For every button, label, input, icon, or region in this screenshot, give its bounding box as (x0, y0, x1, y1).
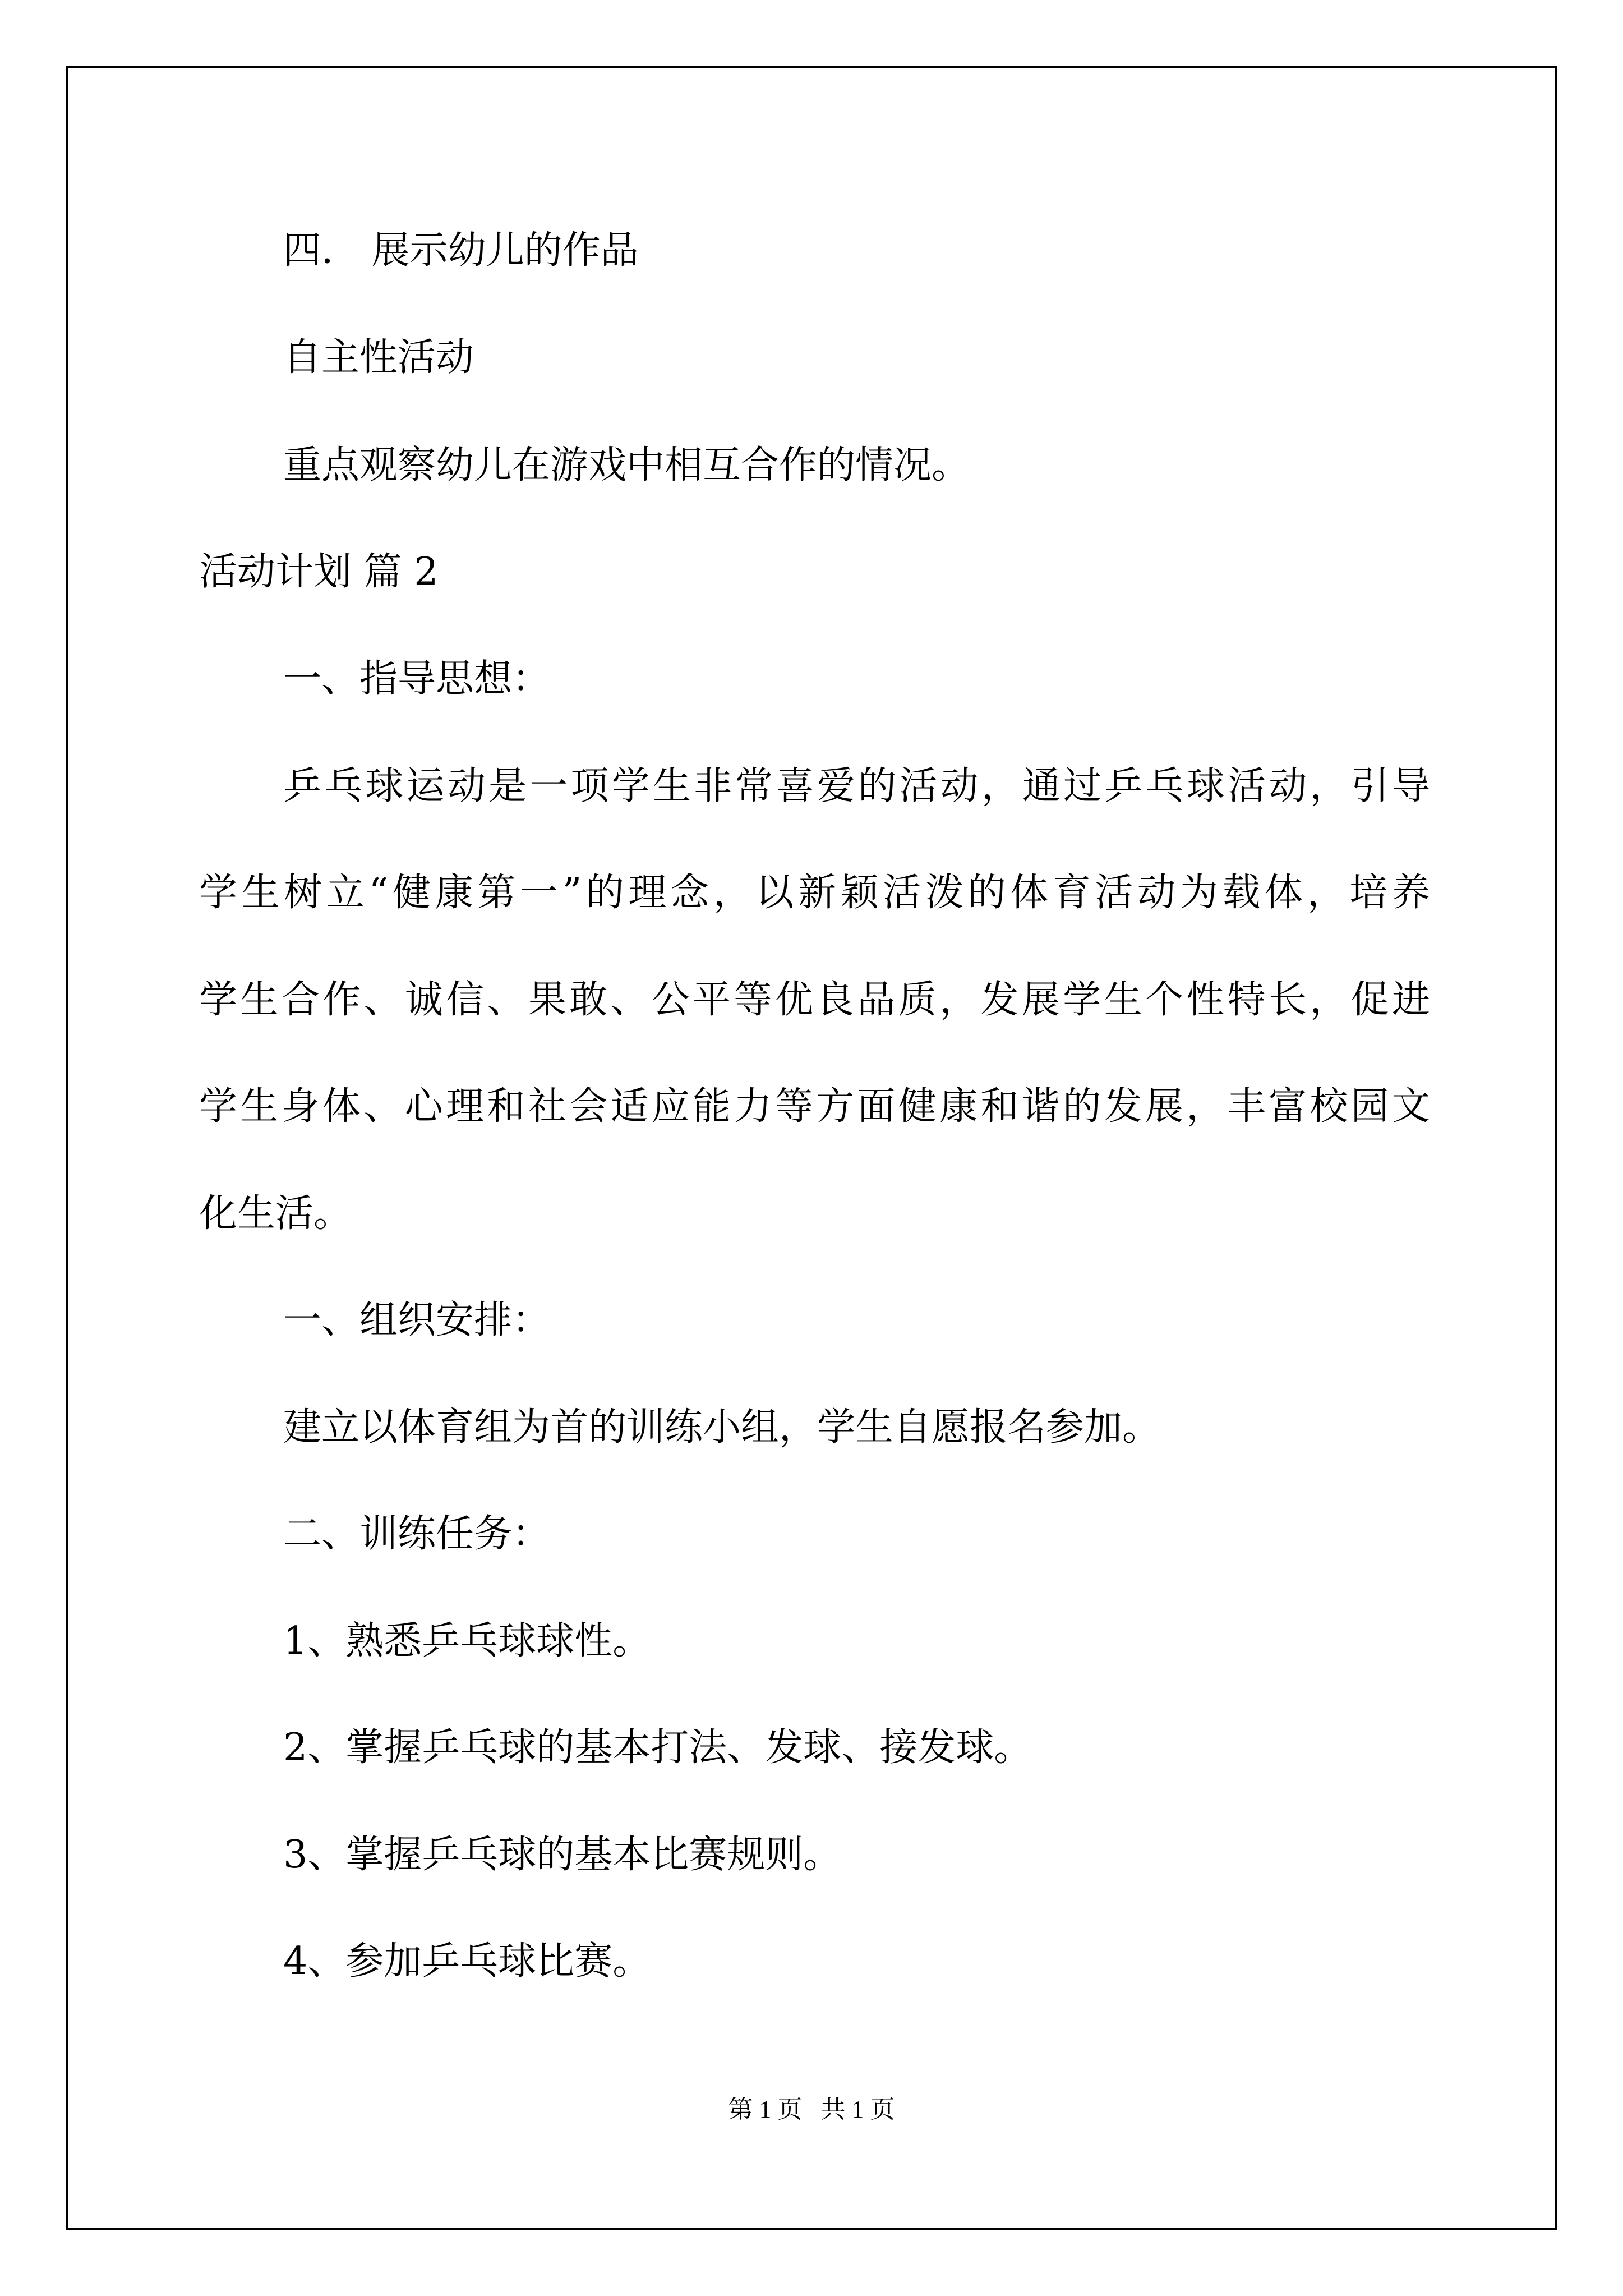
ideology-paragraph-line-2: 学生树立“健康第一”的理念，以新颖活泼的体育活动为载体，培养 (199, 871, 1430, 915)
task-item-4: 4、参加乒乓球比赛。 (283, 1939, 651, 1984)
page-number-footer: 第 1 页 共 1 页 (728, 2096, 895, 2123)
observation-paragraph: 重点观察幼儿在游戏中相互合作的情况。 (283, 443, 970, 487)
activity-subheading: 自主性活动 (283, 335, 474, 380)
organization-paragraph: 建立以体育组为首的训练小组，学生自愿报名参加。 (283, 1405, 1161, 1450)
guiding-ideology-heading: 一、指导思想： (283, 657, 551, 701)
ideology-paragraph-line-1: 乒乓球运动是一项学生非常喜爱的活动，通过乒乓球活动，引导 (283, 764, 1430, 808)
ideology-paragraph-line-5: 化生活。 (199, 1191, 352, 1236)
plan-title: 活动计划 篇 2 (199, 550, 439, 594)
task-item-1: 1、熟悉乒乓球球性。 (283, 1619, 651, 1663)
organization-heading: 一、组织安排： (283, 1298, 551, 1342)
page-border (66, 66, 1557, 2230)
ideology-paragraph-line-4: 学生身体、心理和社会适应能力等方面健康和谐的发展，丰富校园文 (199, 1084, 1430, 1129)
ideology-paragraph-line-3: 学生合作、诚信、果敢、公平等优良品质，发展学生个性特长，促进 (199, 978, 1430, 1022)
task-item-3: 3、掌握乒乓球的基本比赛规则。 (283, 1833, 842, 1877)
task-item-2: 2、掌握乒乓球的基本打法、发球、接发球。 (283, 1726, 1032, 1770)
training-tasks-heading: 二、训练任务： (283, 1512, 551, 1556)
section-four-heading: 四． 展示幼儿的作品 (283, 228, 639, 273)
